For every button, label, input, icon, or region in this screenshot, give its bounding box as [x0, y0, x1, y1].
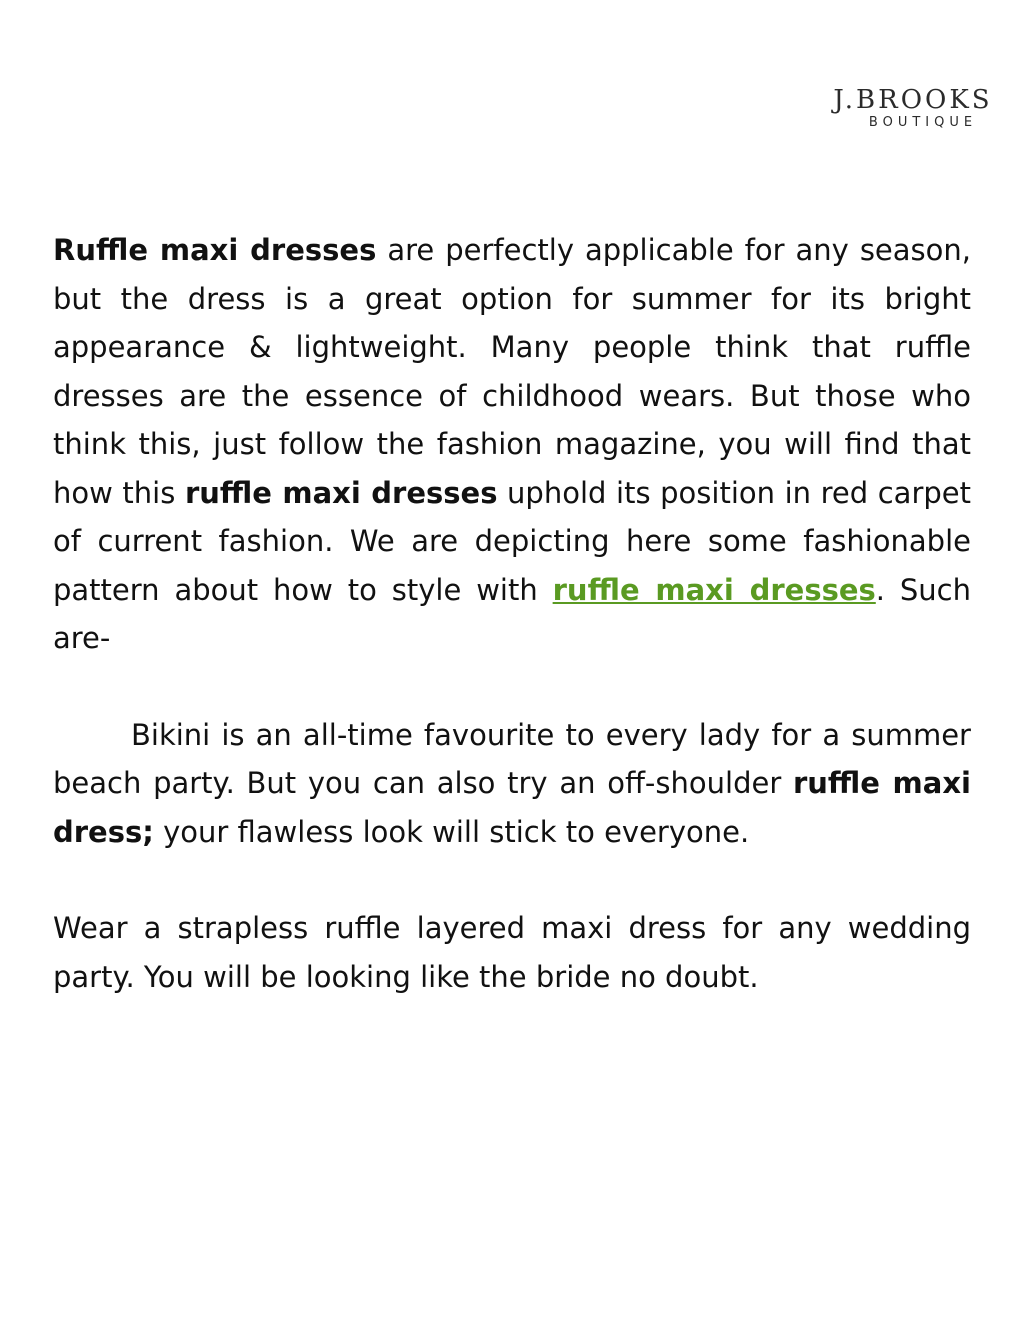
text-run: are perfectly applicable for any season, but the dress is a great option for summer for its bright appearance & lightweight. Many people think that ruffle dresses are the essence of childhood wears. But those who think this, just follow the fashion magazine, you will find that how this [53, 233, 971, 510]
ruffle-maxi-dresses-link[interactable]: ruffle maxi dresses [552, 572, 876, 607]
logo-sub-text: BOUTIQUE [868, 115, 978, 130]
paragraph-bikini [53, 711, 971, 857]
text-run: Wear a strapless ruffle layered maxi dress for any wedding party. You will be looking like the bride no doubt. [53, 911, 971, 994]
bold-phrase: ruffle maxi dresses [184, 475, 498, 510]
article-body [53, 226, 971, 1001]
text-run: Bikini is an all-time favourite to every lady for a summer beach party. But you can also try an off-shoulder [53, 717, 971, 800]
bold-phrase: ruffle maxi dress; [53, 766, 971, 849]
logo-main-text: J.BROOKS [833, 85, 993, 115]
paragraph-intro [53, 226, 971, 663]
text-run: . Such are- [53, 572, 972, 655]
text-run: your flawless look will stick to everyone. [153, 814, 750, 849]
boutique-logo [828, 86, 998, 130]
bold-phrase: Ruffle maxi dresses [53, 233, 377, 267]
text-run: uphold its position in red carpet of current fashion. We are depicting here some fashionable pattern about how to style with [53, 475, 971, 607]
paragraph-wedding [53, 904, 971, 1001]
